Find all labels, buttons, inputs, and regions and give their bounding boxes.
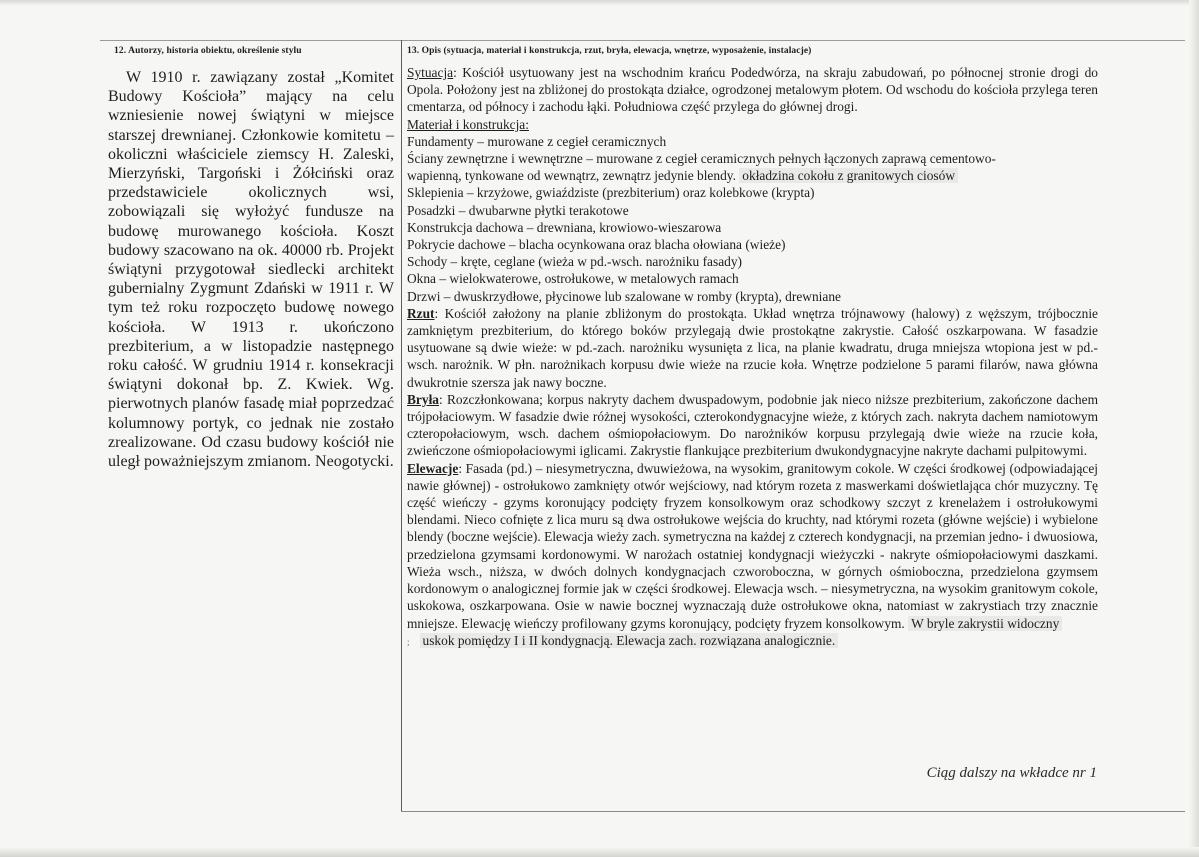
elevations-label: Elewacje xyxy=(407,460,459,476)
material-label: Materiał i konstrukcja: xyxy=(407,116,529,132)
page-edge-right xyxy=(1189,0,1199,857)
pasted-elevation-line xyxy=(407,632,1098,651)
material-line: Sklepienia – krzyżowe, gwiaździste (prezbiterium) oraz kolebkowe (krypta) xyxy=(407,185,815,201)
pasted-elevation-note-2: uskok pomiędzy I i II kondygnacją. Elewacja zach. rozwiązana analogicznie. xyxy=(420,633,839,648)
description-section xyxy=(407,46,1098,651)
continuation-note: Ciąg dalszy na wkładce nr 1 xyxy=(926,765,1097,781)
plan-paragraph xyxy=(407,305,1098,391)
material-line: Drzwi – dwuskrzydłowe, płycinowe lub szalowane w romby (krypta), drewniane xyxy=(407,288,841,304)
page-edge-bottom xyxy=(0,847,1199,857)
top-frame-line xyxy=(100,40,1185,41)
column-divider xyxy=(401,40,402,811)
material-line: Okna – wielokwaterowe, ostrołukowe, w metalowych ramach xyxy=(407,271,739,287)
plan-text: : Kościół założony na planie zbliżonym do prostokąta. Układ wnętrza trójnawowy (halowy) z węższym, trójbocznie zamkniętym prezbiterium, do którego boków przylegają dwie prostokątne zakrystie. Całość oszkarpowana. W fasadzie usytuowane są dwie wieże: w pd.-zach. narożniku wysunięta z lica, na planie kwadratu, druga mniejsza wtopiona jest w pd.-wsch. narożnik. W płn. narożnikach korpusu dwie wieże na rzucie koła. Wnętrze podzielone 5 parami filarów, nawa główna dwukrotnie szersza jak nawy boczne. xyxy=(407,305,1098,390)
plan-label: Rzut xyxy=(407,305,435,321)
massing-label: Bryła xyxy=(407,391,439,407)
massing-paragraph xyxy=(407,391,1098,460)
material-line: Schody – kręte, ceglane (wieża w pd.-wsch. narożniku fasady) xyxy=(407,254,743,270)
bottom-rule xyxy=(401,811,1185,812)
situation-label: Sytuacja xyxy=(407,65,454,80)
material-line: Konstrukcja dachowa – drewniana, krowiowo-wieszarowa xyxy=(407,219,722,235)
page-edge-top xyxy=(0,0,1199,6)
situation-paragraph xyxy=(407,64,1098,116)
pasted-elevation-note-1: W bryle zakrystii widoczny xyxy=(908,616,1062,631)
pasted-plinth-note: okładzina cokołu z granitowych ciosów xyxy=(739,168,958,183)
elevations-text: : Fasada (pd.) – niesymetryczna, dwuwieżowa, na wysokim, granitowym cokole. W części środkowej (odpowiadającej nawie głównej) - ostrołukowo zamknięty otwór wejściowy, nad którym rozeta z maswerkami doświetlająca chór muzyczny. Tę część wieńczy - gzyms koronujący podcięty fryzem konsolkowym oraz schodkowy szczyt z krenelażem i ostrołukowymi blendami. Nieco cofnięte z lica muru są dwa ostrołukowe wejścia do kruchty, nad którymi rozeta (główne wejście) i wybielone blendy (boczne wejście). Elewacja wieży zach. symetryczna na każdej z czterech kondygnacji, na przemian jedno- i dwuosiowa, przedzielona gzymsami kordonowymi. W narożach ostatniej kondygnacji wieżyczki - nakryte ośmiopołaciowymi daszkami. Wieża wsch., niższa, w dwóch dolnych kondygnacjach czworoboczna, w górnych ośmioboczna, przedzielona gzymsem kordonowym o analogicznej formie jak w części środkowej. Elewacja wsch. – niesymetryczna, na wysokim granitowym cokole, uskokowa, oszkarpowana. Osie w nawie bocznej wyznaczają duże ostrołukowe okna, natomiast w zakrystiach trzy znacznie mniejsze. Elewację wieńczy profilowany gzyms koronujący, podcięty fryzem konsolkowym. xyxy=(407,460,1098,631)
history-text: W 1910 r. zawiązany został „Komitet Budowy Kościoła” mający na celu wzniesienie nowej świątyni w miejsce starszej drewnianej. Członkowie komitetu – okoliczni właściciele ziemscy H. Zaleski, Mierzyński, Targoński i Żółciński oraz przedstawiciele okolicznych wsi, zobowiązali się wyłożyć fundusze na budowę murowanego kościoła. Koszt budowy szacowano na ok. 40000 rb. Projekt świątyni przygotował siedlecki architekt gubernialny Zygmunt Zdański w 1911 r. W tym też roku rozpoczęto budowę nowego kościoła. W 1913 r. ukończono prezbiterium, a w listopadzie następnego roku całość. W grudniu 1914 r. konsekracji świątyni dokonał bp. Z. Kwiek. Wg. pierwotnych planów fasadę miał poprzedzać kolumnowy portyk, co jednak nie zostało zrealizowane. Od czasu budowy kościół nie uległ poważniejszym zmianom. Neogotycki. xyxy=(108,69,394,471)
material-line-continued xyxy=(407,167,1098,184)
walls-continuation: wapienną, tynkowane od wewnątrz, zewnątrz jedynie blendy. xyxy=(407,168,736,184)
material-line: Pokrycie dachowe – blacha ocynkowana oraz blacha ołowiana (wieże) xyxy=(407,237,786,253)
description-heading: 13. Opis (sytuacja, materiał i konstrukcja, rzut, bryła, elewacja, wnętrze, wyposażenie, instalacje) xyxy=(407,46,812,56)
history-heading: 12. Autorzy, historia obiektu, określenie stylu xyxy=(114,46,302,56)
massing-text: : Rozczłonkowana; korpus nakryty dachem dwuspadowym, podobnie jak nieco niższe prezbiterium, zakończone dachem trójpołaciowym. W fasadzie dwie różnej wysokości, czterokondygnacyjne wieże, z których zach. nakryta dachem namiotowym czteropołaciowym, wsch. dachem ośmiopołaciowym. Do narożników korpusu przylegają dwie wieże na rzucie koła, zwieńczone ośmiopołaciowymi iglicami. Zakrystie flankujące prezbiterium dwukondygnacyjne nakryte dachami pulpitowymi. xyxy=(407,391,1098,459)
history-section xyxy=(108,46,394,471)
material-line: Ściany zewnętrzne i wewnętrzne – murowane z cegieł ceramicznych pełnych łączonych zaprawą cementowo- xyxy=(407,151,996,167)
pasted-tick-mark: ; xyxy=(407,636,410,647)
material-line: Posadzki – dwubarwne płytki terakotowe xyxy=(407,202,629,218)
elevations-paragraph xyxy=(407,460,1098,632)
situation-text: : Kościół usytuowany jest na wschodnim krańcu Podedwórza, na skraju zabudowań, po północnej stronie drogi do Opola. Położony jest na zbliżonej do prostokąta działce, ogrodzonej metalowym płotem. Od wschodu do kościoła przylega teren cmentarza, od północy i zachodu łąki. Południowa część przylega do głównej drogi. xyxy=(407,65,1098,115)
material-line: Fundamenty – murowane z cegieł ceramicznych xyxy=(407,133,667,149)
